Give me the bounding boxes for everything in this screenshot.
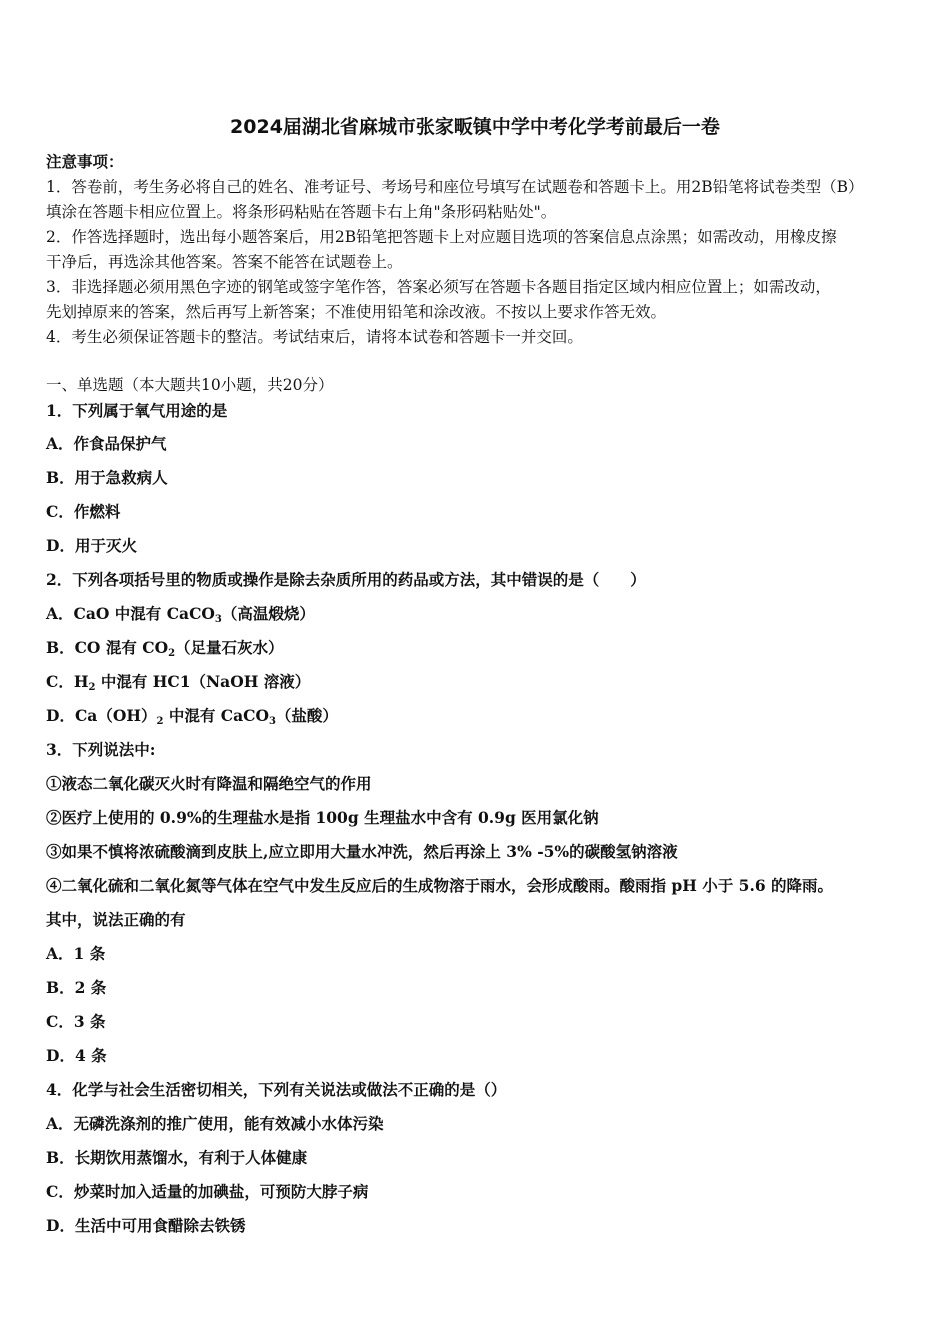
notes-line: 填涂在答题卡相应位置上。将条形码粘贴在答题卡右上角"条形码粘贴处"。 [46, 203, 557, 221]
question-3-option-d: D．4 条 [46, 1046, 107, 1065]
option-text: D．Ca（OH） [46, 706, 157, 725]
question-1-option-b: B．用于急救病人 [46, 468, 168, 487]
question-3-statement-1: ①液态二氧化碳灭火时有降温和隔绝空气的作用 [46, 774, 372, 793]
question-3-statement-2: ②医疗上使用的 0.9%的生理盐水是指 100g 生理盐水中含有 0.9g 医用氯化钠 [46, 808, 599, 827]
subscript: 2 [88, 682, 96, 693]
question-1-option-d: D．用于灭火 [46, 536, 137, 555]
subscript: 2 [168, 648, 176, 659]
notes-line: 4．考生必须保证答题卡的整洁。考试结束后，请将本试卷和答题卡一并交回。 [46, 328, 583, 346]
option-text: （高温煅烧） [221, 604, 315, 623]
notes-line: 2．作答选择题时，选出每小题答案后，用2B铅笔把答题卡上对应题目选项的答案信息点涂黑；如需改动，用橡皮擦 [46, 228, 837, 246]
notes-line: 干净后，再选涂其他答案。答案不能答在试题卷上。 [46, 253, 403, 271]
question-4-option-d: D．生活中可用食醋除去铁锈 [46, 1216, 246, 1235]
option-text: B．CO 混有 CO [46, 638, 169, 657]
option-text: A．CaO 中混有 CaCO [46, 604, 215, 623]
question-1-option-c: C．作燃料 [46, 502, 121, 521]
question-3-option-b: B．2 条 [46, 978, 107, 997]
question-2-stem: 2．下列各项括号里的物质或操作是除去杂质所用的药品或方法，其中错误的是（ ） [46, 570, 646, 589]
option-text: C．H [46, 672, 89, 691]
question-2-option-d [46, 706, 338, 726]
question-1-stem: 1．下列属于氧气用途的是 [46, 401, 228, 420]
question-2-option-b [46, 638, 284, 658]
question-3-statement-3: ③如果不慎将浓硫酸滴到皮肤上,应立即用大量水冲洗，然后再涂上 3% -5%的碳酸氢钠溶液 [46, 842, 678, 861]
question-3-conclusion: 其中，说法正确的有 [46, 910, 186, 929]
option-text: （盐酸） [275, 706, 338, 725]
option-text: 中混有 HC1（NaOH 溶液） [95, 672, 311, 691]
question-4-option-b: B．长期饮用蒸馏水，有利于人体健康 [46, 1148, 308, 1167]
question-3-statement-4: ④二氧化硫和二氧化氮等气体在空气中发生反应后的生成物溶于雨水，会形成酸雨。酸雨指 pH 小于 5.6 的降雨。 [46, 876, 834, 895]
option-text: （足量石灰水） [175, 638, 284, 657]
exam-title: 2024届湖北省麻城市张家畈镇中学中考化学考前最后一卷 [230, 116, 720, 138]
notes-line: 1．答卷前，考生务必将自己的姓名、准考证号、考场号和座位号填写在试题卷和答题卡上。用2B铅笔将试卷类型（B） [46, 178, 864, 196]
question-3-option-c: C．3 条 [46, 1012, 106, 1031]
subscript: 3 [268, 716, 276, 727]
question-3-stem: 3．下列说法中: [46, 740, 156, 759]
notes-heading: 注意事项： [46, 152, 124, 171]
question-4-option-c: C．炒菜时加入适量的加碘盐，可预防大脖子病 [46, 1182, 369, 1201]
notes-line: 先划掉原来的答案，然后再写上新答案；不准使用铅笔和涂改液。不按以上要求作答无效。 [46, 303, 667, 321]
question-2-option-a [46, 604, 315, 624]
section-heading: 一、单选题（本大题共10小题，共20分） [46, 376, 334, 394]
subscript: 3 [214, 614, 222, 625]
question-3-option-a: A．1 条 [46, 944, 106, 963]
question-2-option-c [46, 672, 310, 692]
question-4-stem: 4．化学与社会生活密切相关，下列有关说法或做法不正确的是（） [46, 1080, 507, 1099]
question-1-option-a: A．作食品保护气 [46, 434, 167, 453]
notes-line: 3．非选择题必须用黑色字迹的钢笔或签字笔作答，答案必须写在答题卡各题目指定区域内相应位置上；如需改动， [46, 278, 831, 296]
question-4-option-a: A．无磷洗涤剂的推广使用，能有效减小水体污染 [46, 1114, 384, 1133]
subscript: 2 [156, 716, 164, 727]
option-text: 中混有 CaCO [163, 706, 269, 725]
